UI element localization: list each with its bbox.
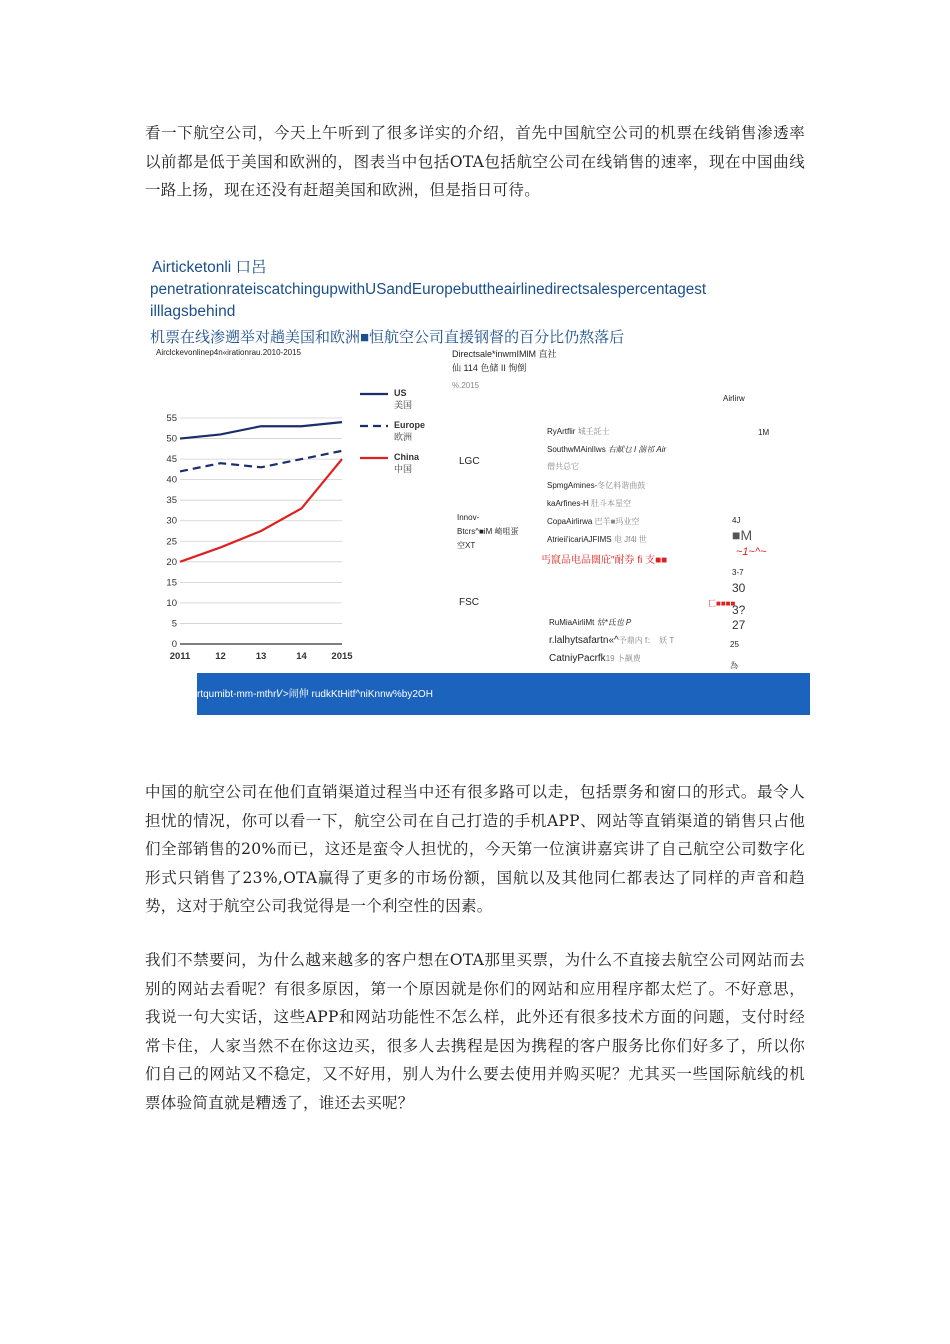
airline-row: 僧共总它 [547, 462, 579, 471]
legend-label: Europe [394, 420, 426, 430]
legend-label-cn: 欧洲 [394, 432, 413, 442]
highlight-value: ~1~^~ [736, 546, 767, 558]
y-tick-label: 25 [166, 536, 177, 548]
airline-value: 為 [730, 661, 738, 670]
group-label-innovators-3: 空XT [457, 541, 476, 550]
legend-label: US [394, 388, 407, 398]
direct-sale-header: Directsale*inwmIMlM 直社 [452, 349, 557, 359]
x-tick-label: 2011 [169, 651, 191, 662]
x-tick-label: 13 [255, 651, 267, 662]
legend-label-cn: 中国 [394, 464, 413, 474]
airline-value: 1M [758, 428, 770, 437]
highlight-bar: 匚■■■■ [708, 599, 736, 608]
airline-value: 30 [732, 581, 746, 595]
airline-row: r.lalhytsafartn«^予鼎内 f： 妖 T [549, 635, 675, 646]
airline-row: RyArtflir 城壬託士 [547, 427, 610, 436]
airline-column-header: Airlirw [723, 394, 745, 403]
figure-footer-text: rtqumibt-mm-mthr𝑉>闹伸 rudkKtHitf^niKnnw%by2OH [197, 689, 433, 700]
airline-row: CatniyPacrfk19 卜飙费 [549, 653, 641, 664]
y-tick-label: 50 [166, 433, 177, 445]
airline-value: ■M [732, 527, 753, 543]
y-tick-label: 35 [166, 495, 177, 507]
airline-row: kaArfines-H 肚斗本星空 [547, 499, 632, 508]
figure-footer-bar [197, 673, 810, 715]
airline-value: 3-7 [732, 568, 744, 577]
chart-subtitle: Airclckevonlinep4n«irationrau.2010-2015 [156, 348, 301, 357]
line-chart [150, 370, 450, 670]
airline-value: 4J [732, 516, 741, 525]
legend-label-cn: 美国 [394, 400, 413, 410]
paragraph-ota-question: 我们不禁要问，为什么越来越多的客户想在OTA那里买票，为什么不直接去航空公司网站而去别的网站去看呢？有很多原因，第一个原因就是你们的网站和应用程序都太烂了。不好意思，我说一句大实话，这些APP和网站功能性不怎么样，此外还有很多技术方面的问题，支付时经常卡住，人家当然不在你这边买，很多人去携程是因为携程的客户服务比你们好多了，所以你们自己的网站又不稳定，又不好用，别人为什么要去使用并购买呢？尤其买一些国际航线的机票体验简直就是糟透了，谁还去买呢？ [145, 951, 805, 1112]
y-tick-label: 5 [171, 618, 177, 630]
series-line [180, 422, 342, 438]
x-tick-label: 2015 [331, 651, 353, 662]
y-tick-label: 55 [166, 413, 177, 424]
airline-row: Atrieii'icariAJFIMS 电 Jf4l 世 [547, 535, 647, 544]
paragraph-direct-sales: 中国的航空公司在他们直销渠道过程当中还有很多路可以走，包括票务和窗口的形式。最令人担忧的情况，你可以看一下，航空公司在自己打造的手机APP、网站等直销渠道的销售只占他们全部销售的20%而已，这还是蛮令人担忧的，今天第一位演讲嘉宾讲了自己航空公司数字化形式只销售了23%,OTA赢得了更多的市场份额，国航以及其他同仁都表达了同样的声音和趋势，这对于航空公司我觉得是一个利空性的因素。 [145, 783, 805, 915]
y-tick-label: 0 [171, 639, 177, 650]
y-tick-label: 10 [166, 597, 177, 609]
airline-value: 3? [732, 603, 746, 617]
group-label-innovators: Innov- [457, 513, 480, 522]
figure-title-en-line1: Airticketonli 口呂 [152, 259, 267, 276]
figure-title-en-line3: illlagsbehind [150, 303, 236, 320]
x-tick-label: 14 [296, 651, 307, 662]
figure-panel [150, 255, 810, 715]
airline-value: 27 [732, 618, 746, 632]
figure-title-en-line2: penetrationrateiscatchingupwithUSandEuropebuttheairlinedirectsalespercentagest [150, 281, 707, 298]
paragraph-intro: 看一下航空公司，今天上午听到了很多详实的介绍，首先中国航空公司的机票在线销售渗透率以前都是低于美国和欧洲的，图表当中包括OTA包括航空公司在线销售的速率，现在中国曲线一路上扬，现在还没有赶超美国和欧洲，但是指日可待。 [145, 124, 805, 199]
airline-row: CopaAirlirwa 巴羊■玛业空 [547, 517, 640, 526]
airline-row: SpmgAmines-冬亿料谐曲鼓 [547, 481, 646, 490]
y-tick-label: 40 [166, 474, 177, 486]
group-label-innovators-2: Btcrs^■iM 崎咀蛋 [457, 527, 519, 536]
y-tick-label: 15 [166, 577, 177, 589]
direct-sale-header-cn: 仙 114 色储 II 恂倒 [452, 363, 527, 373]
legend-label: China [394, 452, 420, 462]
year-label: %.2015 [452, 381, 480, 390]
airline-value: 25 [730, 640, 739, 649]
y-tick-label: 45 [166, 454, 177, 466]
y-tick-label: 20 [166, 556, 177, 568]
airline-row: RuMiaAirliMt 怙*氐也 P [549, 618, 632, 627]
y-tick-label: 30 [166, 515, 177, 527]
highlight-row: 丐竄品电品闊庇"耐券 fi 支■■ [541, 555, 668, 566]
series-line [180, 451, 342, 472]
x-tick-label: 12 [215, 651, 226, 662]
series-line [180, 459, 342, 562]
group-label-lgc: LGC [459, 456, 480, 467]
figure-title-cn: 机票在线渗遡举对趟美国和欧洲■恒航空公司直援钢督的百分比仍熬落后 [150, 329, 625, 346]
group-label-fsc: FSC [459, 597, 479, 608]
airline-row: SouthwMAinlIws 右献乜 l 湍祁 Air [547, 445, 667, 454]
